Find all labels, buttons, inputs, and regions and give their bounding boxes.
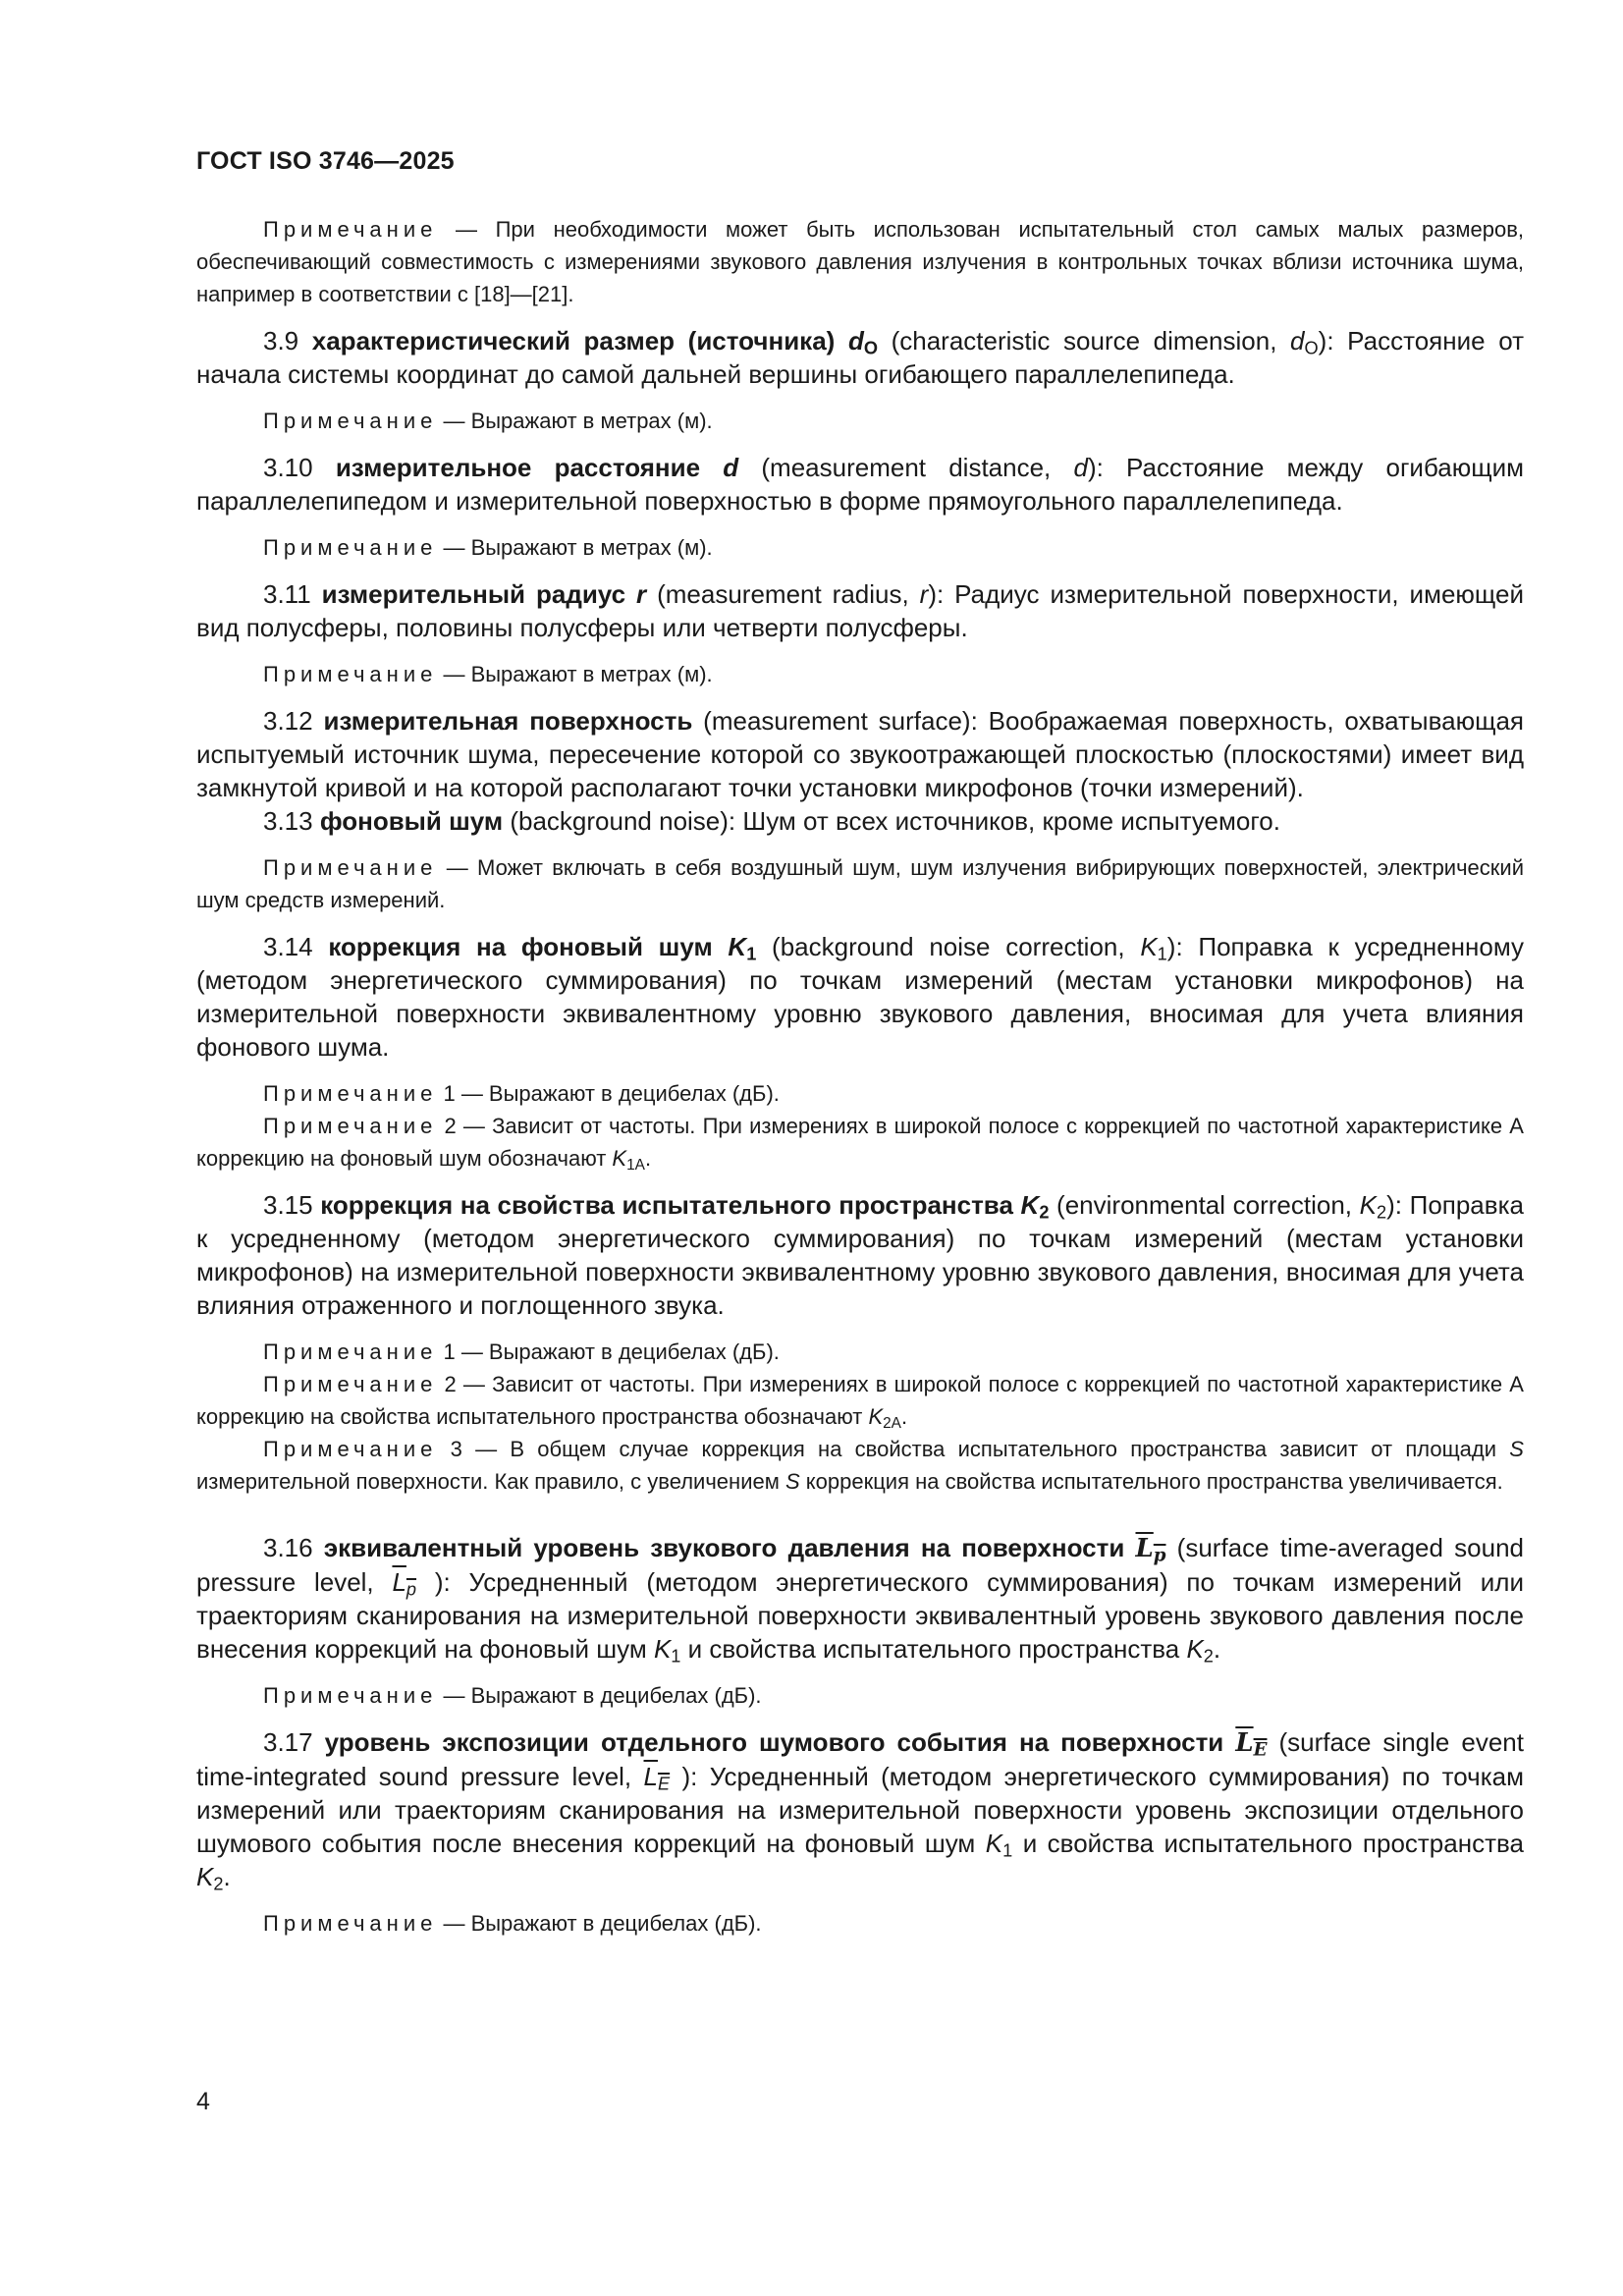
overline-symbol: $L_p$ bbox=[1135, 1534, 1166, 1566]
note: Примечание — Выражают в метрах (м). bbox=[263, 662, 713, 686]
note-3: Примечание 3 — В общем случае коррекция на свойства испытательного пространства зависит от площади S измерительной поверхности. Как правило, с увеличением S коррекция на свойства испытательного пространства увеличивается. bbox=[196, 1437, 1524, 1494]
term-3-11: 3.11 измерительный радиус r (measurement radius, r): Радиус измерительной поверхности, имеющей вид полусферы, половины полусферы или четверти полусферы. bbox=[196, 579, 1524, 642]
page-number: 4 bbox=[196, 2088, 210, 2115]
note: Примечание — Выражают в метрах (м). bbox=[263, 409, 713, 433]
note: Примечание — Выражают в децибелах (дБ). bbox=[263, 1683, 762, 1708]
term-3-13: 3.13 фоновый шум (background noise): Шум от всех источников, кроме испытуемого. bbox=[263, 806, 1280, 836]
note-1: Примечание 1 — Выражают в децибелах (дБ). bbox=[263, 1339, 780, 1364]
term-3-14: 3.14 коррекция на фоновый шум $K_1$ (background noise correction, $K_1$): Поправка к усредненному (методом энергетического суммирования) по точкам измерений (местам установки микрофонов) на измерительной поверхности эквивалентному уровню звукового давления, вносимая для учета влияния фонового шума. bbox=[196, 932, 1524, 1062]
term-3-15: 3.15 коррекция на свойства испытательного пространства $K_2$ (environmental correction, $K_2$): Поправка к усредненному (методом энергетического суммирования) по точкам измерений (местам установки микрофонов) на измерительной поверхности эквивалентному уровню звукового давления, вносимая для учета влияния отраженного и поглощенного звука. bbox=[196, 1190, 1524, 1320]
term-3-17: 3.17 уровень экспозиции отдельного шумового события на поверхности $L_E$ (surface single event time-integrated sound pressure level, $L_E$ ): Усредненный (методом энергетического суммирования) по точкам измерений или траекториям сканирования на измерительной поверхности уровень экспозиции отдельного шумового события после внесения коррекций на фоновый шум $K_1$ и свойства испытательного пространства $K_2$. bbox=[196, 1727, 1524, 1894]
note-label: Примечание bbox=[263, 217, 438, 242]
overline-symbol: $L_E$ bbox=[1235, 1728, 1268, 1761]
note-1: Примечание 1 — Выражают в децибелах (дБ). bbox=[263, 1081, 780, 1106]
note: Примечание — Может включать в себя воздушный шум, шум излучения вибрирующих поверхностей, электрический шум средств измерений. bbox=[196, 855, 1524, 912]
note: Примечание — Выражают в децибелах (дБ). bbox=[263, 1911, 762, 1936]
term-3-9: 3.9 характеристический размер (источника) $d_O$ (characteristic source dimension, $d_O$): Расстояние от начала системы координат до самой дальней вершины огибающего параллелепипеда. bbox=[196, 326, 1525, 389]
note: Примечание — Выражают в метрах (м). bbox=[263, 535, 713, 560]
note-2: Примечание 2 — Зависит от частоты. При измерениях в широкой полосе с коррекцией по частотной характеристике А коррекцию на фоновый шум обозначают $K_{1A}$. bbox=[196, 1114, 1524, 1174]
document-header: ГОСТ ISO 3746—2025 bbox=[196, 147, 455, 175]
term-3-10: 3.10 измерительное расстояние d (measurement distance, d): Расстояние между огибающим параллелепипедом и измерительной поверхностью в форме прямоугольного параллелепипеда. bbox=[196, 453, 1525, 516]
note: Примечание — При необходимости может быть использован испытательный стол самых малых размеров, обеспечивающий совместимость с измерениями звукового давления излучения в контрольных точках вблизи источника шума, например в соответствии с [18]—[21]. bbox=[196, 217, 1524, 306]
term-3-16: 3.16 эквивалентный уровень звукового давления на поверхности $L_p$ (surface time-averaged sound pressure level, $L_p$ ): Усредненный (методом энергетического суммирования) по точкам измерений или траекториям сканирования на измерительной поверхности эквивалентный уровень звукового давления после внесения коррекций на фоновый шум $K_1$ и свойства испытательного пространства $K_2$. bbox=[196, 1533, 1525, 1667]
term-3-12: 3.12 измерительная поверхность (measurement surface): Воображаемая поверхность, охватывающая испытуемый источник шума, пересечение которой со звукоотражающей плоскостью (плоскостями) имеет вид замкнутой кривой и на которой располагают точки установки микрофонов (точки измерений). bbox=[196, 706, 1524, 802]
document-page bbox=[196, 147, 1524, 1953]
note-2: Примечание 2 — Зависит от частоты. При измерениях в широкой полосе с коррекцией по частотной характеристике А коррекцию на свойства испытательного пространства обозначают $K_{2A}$. bbox=[196, 1372, 1524, 1432]
